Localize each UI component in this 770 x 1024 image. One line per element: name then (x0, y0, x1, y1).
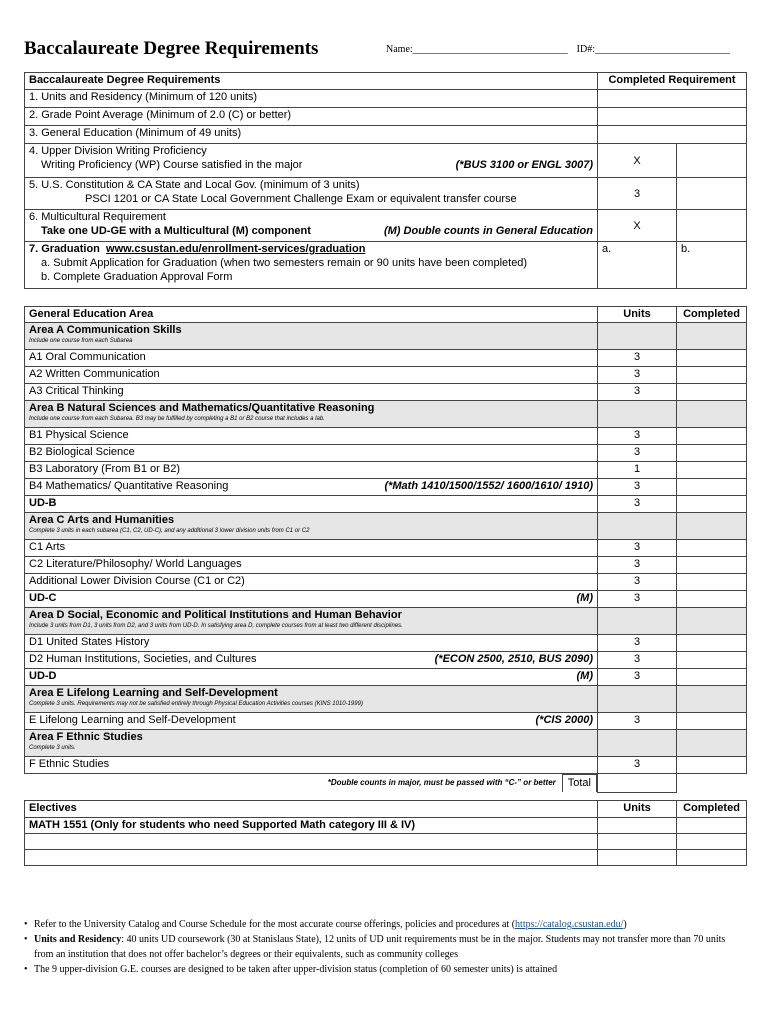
course-row: B4 Mathematics/ Quantitative Reasoning (*Math 1410/1500/1552/ 1600/1610/ 1910) (25, 479, 598, 496)
completed-cell[interactable] (677, 367, 747, 384)
notes-list (24, 917, 744, 977)
course-row: UD-C (M) (25, 591, 598, 608)
req-constitution-units: 3 (598, 178, 677, 210)
units-cell: 3 (598, 367, 677, 384)
double-count-footnote: *Double counts in major, must be passed with “C-” or better (327, 778, 556, 787)
completed-cell[interactable] (677, 757, 747, 774)
req-check-cell[interactable] (677, 144, 747, 178)
course-row: C1 Arts (25, 540, 598, 557)
course-row: B2 Biological Science (25, 445, 598, 462)
electives-table (24, 800, 747, 866)
completed-cell[interactable] (677, 428, 747, 445)
req-units-residency: 1. Units and Residency (Minimum of 120 units) (25, 90, 598, 108)
req-check-cell[interactable] (598, 108, 747, 126)
req-check-cell[interactable] (598, 126, 747, 144)
units-cell: 3 (598, 428, 677, 445)
req-multicultural (25, 210, 598, 242)
graduation-link[interactable]: www.csustan.edu/enrollment-services/graduation (106, 243, 366, 255)
req-constitution (25, 178, 598, 210)
req-writing-proficiency (25, 144, 598, 178)
req-graduation (25, 242, 598, 289)
completed-cell[interactable] (677, 496, 747, 513)
units-cell: 3 (598, 591, 677, 608)
units-cell[interactable] (598, 818, 677, 834)
units-header: Units (598, 801, 677, 818)
units-cell: 3 (598, 540, 677, 557)
course-row: B3 Laboratory (From B1 or B2) (25, 462, 598, 479)
completed-cell[interactable] (677, 635, 747, 652)
completed-cell[interactable] (677, 384, 747, 401)
req-wp-courses: (*BUS 3100 or ENGL 3007) (455, 159, 593, 171)
area-b-header: Area B Natural Sciences and Mathematics/Quantitative Reasoning Include one course from each Subarea. B3 may be fulfilled by completing a B1 or B2 course that includes a lab. (25, 401, 598, 428)
req-multicultural-title: 6. Multicultural Requirement (29, 211, 166, 223)
completed-cell[interactable] (677, 574, 747, 591)
req-multicultural-mark: X (598, 210, 677, 242)
course-row: C2 Literature/Philosophy/ World Languages (25, 557, 598, 574)
req-graduation-title: 7. Graduation (29, 243, 100, 255)
req-graduation-step-b: b. Complete Graduation Approval Form (41, 271, 233, 283)
elective-row[interactable] (25, 834, 598, 850)
completed-cell[interactable] (677, 479, 747, 496)
completed-cell[interactable] (677, 669, 747, 686)
units-cell[interactable] (598, 850, 677, 866)
completed-cell[interactable] (677, 834, 747, 850)
completed-requirement-header: Completed Requirement (598, 73, 747, 90)
req-wp-title: 4. Upper Division Writing Proficiency (29, 145, 207, 157)
area-d-header: Area D Social, Economic and Political Institutions and Human Behavior Include 3 units from D1, 3 units from D2, and 3 units from UD-D. In satisfying area D, complete courses from at least two different disciplines. (25, 608, 598, 635)
req-check-cell[interactable] (598, 90, 747, 108)
completed-cell[interactable] (677, 540, 747, 557)
name-field[interactable]: Name:_______________________________ (386, 44, 568, 55)
units-header: Units (598, 307, 677, 323)
course-row: Additional Lower Division Course (C1 or C2) (25, 574, 598, 591)
units-cell: 3 (598, 445, 677, 462)
completed-cell[interactable] (677, 445, 747, 462)
course-row: F Ethnic Studies (25, 757, 598, 774)
course-row: UD-D (M) (25, 669, 598, 686)
course-row: D2 Human Institutions, Societies, and Cultures (*ECON 2500, 2510, BUS 2090) (25, 652, 598, 669)
units-cell[interactable] (598, 834, 677, 850)
course-row: UD-B (25, 496, 598, 513)
completed-cell[interactable] (677, 652, 747, 669)
note-item: • The 9 upper-division G.E. courses are designed to be taken after upper-division status (completion of 60 semester units) is attained (24, 962, 744, 977)
req-constitution-title: 5. U.S. Constitution & CA State and Local Gov. (minimum of 3 units) (29, 179, 360, 191)
catalog-link[interactable]: https://catalog.csustan.edu/ (515, 919, 624, 930)
elective-row[interactable] (25, 850, 598, 866)
units-cell: 3 (598, 496, 677, 513)
course-row: D1 United States History (25, 635, 598, 652)
area-e-header: Area E Lifelong Learning and Self-Development Complete 3 units. Requirements may not be satisfied entirely through Physical Education Activities courses (KINS 1010-1999) (25, 686, 598, 713)
req-constitution-desc: PSCI 1201 or CA State Local Government Challenge Exam or equivalent transfer course (85, 193, 517, 205)
req-check-cell[interactable] (677, 210, 747, 242)
course-row: A1 Oral Communication (25, 350, 598, 367)
total-units-cell[interactable] (598, 774, 677, 793)
course-row: E Lifelong Learning and Self-Development (*CIS 2000) (25, 713, 598, 730)
units-cell: 3 (598, 557, 677, 574)
req-general-education: 3. General Education (Minimum of 49 units) (25, 126, 598, 144)
name-id-fields[interactable] (386, 44, 730, 55)
elective-row: MATH 1551 (Only for students who need Supported Math category III & IV) (25, 818, 598, 834)
completed-cell[interactable] (677, 713, 747, 730)
units-cell: 3 (598, 574, 677, 591)
note-item: • Units and Residency: 40 units UD coursework (30 at Stanislaus State), 12 units of UD unit requirements must be in the major. Students may not transfer more than 70 units from an institution that does not offer bachelor’s degrees or their equivalents, such as community colleges (24, 932, 744, 962)
page-title: Baccalaureate Degree Requirements (24, 38, 319, 59)
requirements-table (24, 72, 747, 289)
ge-header: General Education Area (25, 307, 598, 323)
req-graduation-a[interactable]: a. (598, 242, 677, 289)
course-row: A3 Critical Thinking (25, 384, 598, 401)
req-graduation-step-a: a. Submit Application for Graduation (when two semesters remain or 90 units have been completed) (41, 257, 528, 269)
completed-cell[interactable] (677, 818, 747, 834)
units-cell: 3 (598, 757, 677, 774)
units-cell: 3 (598, 652, 677, 669)
course-row: A2 Written Communication (25, 367, 598, 384)
completed-cell[interactable] (677, 850, 747, 866)
req-graduation-b[interactable]: b. (677, 242, 747, 289)
units-cell: 1 (598, 462, 677, 479)
completed-cell[interactable] (677, 591, 747, 608)
total-label: Total (562, 774, 597, 792)
note-item: • Refer to the University Catalog and Course Schedule for the most accurate course offerings, policies and procedures at (https://catalog.csustan.edu/) (24, 917, 744, 932)
req-check-cell[interactable] (677, 178, 747, 210)
req-multicultural-desc: Take one UD-GE with a Multicultural (M) component (41, 225, 311, 237)
units-cell: 3 (598, 479, 677, 496)
req-wp-mark: X (598, 144, 677, 178)
req-multicultural-note: (M) Double counts in General Education (383, 225, 593, 237)
area-f-header: Area F Ethnic Studies Complete 3 units. (25, 730, 598, 757)
completed-header: Completed (677, 801, 747, 818)
ge-table (24, 306, 747, 793)
completed-cell[interactable] (677, 350, 747, 367)
completed-cell[interactable] (677, 557, 747, 574)
units-cell: 3 (598, 669, 677, 686)
req-gpa: 2. Grade Point Average (Minimum of 2.0 (C) or better) (25, 108, 598, 126)
req-header: Baccalaureate Degree Requirements (25, 73, 598, 90)
electives-header: Electives (25, 801, 598, 818)
completed-header: Completed (677, 307, 747, 323)
units-cell: 3 (598, 635, 677, 652)
course-row: B1 Physical Science (25, 428, 598, 445)
units-cell: 3 (598, 384, 677, 401)
id-field[interactable]: ID#:___________________________ (576, 44, 730, 55)
area-a-header: Area A Communication Skills Include one course from each Subarea (25, 323, 598, 350)
area-c-header: Area C Arts and Humanities Complete 3 units in each subarea (C1, C2, UD-C), and any additional 3 lower division units from C1 or C2 (25, 513, 598, 540)
units-cell: 3 (598, 713, 677, 730)
units-cell: 3 (598, 350, 677, 367)
req-wp-desc: Writing Proficiency (WP) Course satisfied in the major (41, 159, 303, 171)
completed-cell[interactable] (677, 462, 747, 479)
